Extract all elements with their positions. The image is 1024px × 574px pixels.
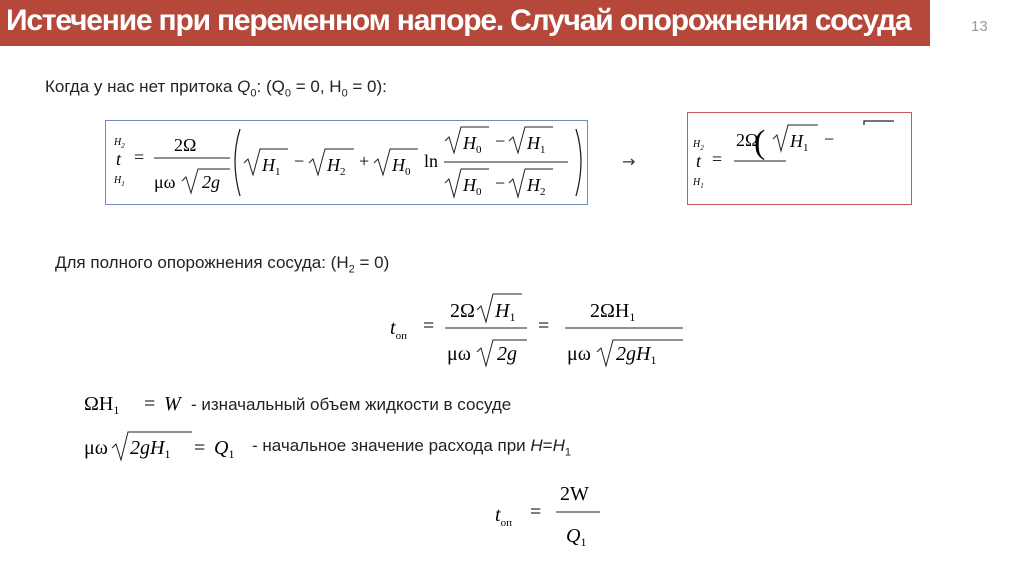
t-op-num-2omega: 2Ω (450, 300, 475, 322)
intro-suffix: = 0, H (291, 77, 342, 96)
ln: ln (424, 151, 439, 171)
red-lower-limit: $H_1$ (693, 177, 704, 190)
flow-2gh1: $2gH_1$ (130, 437, 171, 461)
volume-equals: = (144, 393, 156, 415)
intro-end: = 0): (347, 77, 387, 96)
t-op-formula (385, 288, 695, 370)
red-equals: = (712, 149, 723, 169)
intro-middle: : (Q (256, 77, 285, 96)
h0-den: $H_0$ (463, 175, 482, 198)
intro-q2-sub: 0 (284, 87, 291, 100)
numerator-2omega: 2Ω (174, 135, 197, 155)
omega-h1: $\Omega H_1$ (84, 393, 120, 417)
t-op-equals-2: = (538, 315, 550, 337)
intro-h-sub: 0 (341, 87, 348, 100)
h2: $H_2$ (327, 155, 346, 178)
equals-sign: = (134, 147, 145, 167)
title-bar (0, 0, 930, 46)
red-h1: $H_1$ (790, 131, 809, 154)
full-emptying-text: Для полного опорожнения сосуда: (H (55, 253, 349, 272)
t-op-num-2omegah1: $2\Omega H_1$ (590, 300, 636, 324)
t-symbol: t (116, 149, 122, 169)
plus-1: + (359, 151, 370, 171)
minus-num: − (495, 131, 506, 151)
t-op-final: $t_{оп}$ (495, 504, 512, 529)
t-op-2g: 2g (497, 343, 517, 365)
h1-num: $H_1$ (527, 133, 546, 156)
red-paren: ( (754, 124, 766, 161)
t-op-final-equals: = (530, 501, 542, 523)
flow-q1: $Q_1$ (214, 437, 235, 461)
full-emptying-sub: 2 (348, 263, 355, 276)
t-op-final-formula (490, 476, 620, 556)
upper-limit: $H_2$ (114, 137, 125, 150)
t-op-final-2w: 2W (560, 483, 589, 505)
t-op: $t_{оп}$ (390, 317, 407, 342)
flow-formula (82, 428, 252, 464)
minus-den: − (495, 173, 506, 193)
t-op-den-muomega-2: μω (567, 343, 591, 365)
flow-note-text: - начальное значение расхода при (252, 436, 531, 455)
right-paren (576, 129, 581, 196)
h0-num: $H_0$ (463, 133, 482, 156)
minus-1: − (294, 151, 305, 171)
red-2omega: 2Ω (736, 130, 759, 150)
volume-formula (82, 388, 192, 418)
left-paren (235, 129, 240, 196)
red-sqrt-fragment (864, 121, 894, 125)
lower-limit: $H_1$ (114, 175, 125, 188)
red-t: t (696, 151, 702, 171)
t-op-den-muomega: μω (447, 343, 471, 365)
t-op-equals: = (423, 315, 435, 337)
intro-q: Q (237, 77, 251, 96)
partial-formula-box (687, 112, 912, 205)
flow-note-h: H (530, 436, 543, 455)
full-emptying-line (55, 253, 389, 275)
slide-number: 13 (971, 18, 988, 35)
intro-q-sub: 0 (250, 87, 257, 100)
flow-note-h1-sub: 1 (564, 446, 571, 459)
t-op-h1: $H_1$ (495, 300, 516, 324)
h2-den: $H_2$ (527, 175, 546, 198)
volume-note: - изначальный объем жидкости в сосуде (191, 395, 512, 414)
intro-prefix: Когда у нас нет притока (45, 77, 238, 96)
main-formula-box (105, 120, 588, 205)
main-formula (106, 121, 587, 204)
flow-equals: = (194, 437, 206, 459)
h1: $H_1$ (262, 155, 281, 178)
full-emptying-end: = 0) (354, 253, 390, 272)
red-upper-limit: $H_2$ (693, 139, 704, 152)
two-g: 2g (202, 172, 220, 192)
t-op-2gh1: $2gH_1$ (616, 343, 657, 367)
partial-formula (688, 113, 911, 204)
flow-note-eq: = (542, 436, 553, 455)
intro-line (45, 77, 387, 99)
red-minus: − (824, 129, 835, 149)
slide-title: Истечение при переменном напоре. Случай опорожнения сосуда (6, 4, 911, 37)
h0: $H_0$ (392, 155, 411, 178)
flow-muomega: μω (84, 437, 108, 459)
arrow: → (622, 152, 636, 171)
flow-note (252, 436, 571, 458)
flow-note-h1: H (552, 436, 565, 455)
t-op-final-q1: $Q_1$ (566, 525, 587, 549)
w-symbol: W (164, 393, 181, 415)
denominator-muomega: μω (154, 172, 176, 192)
